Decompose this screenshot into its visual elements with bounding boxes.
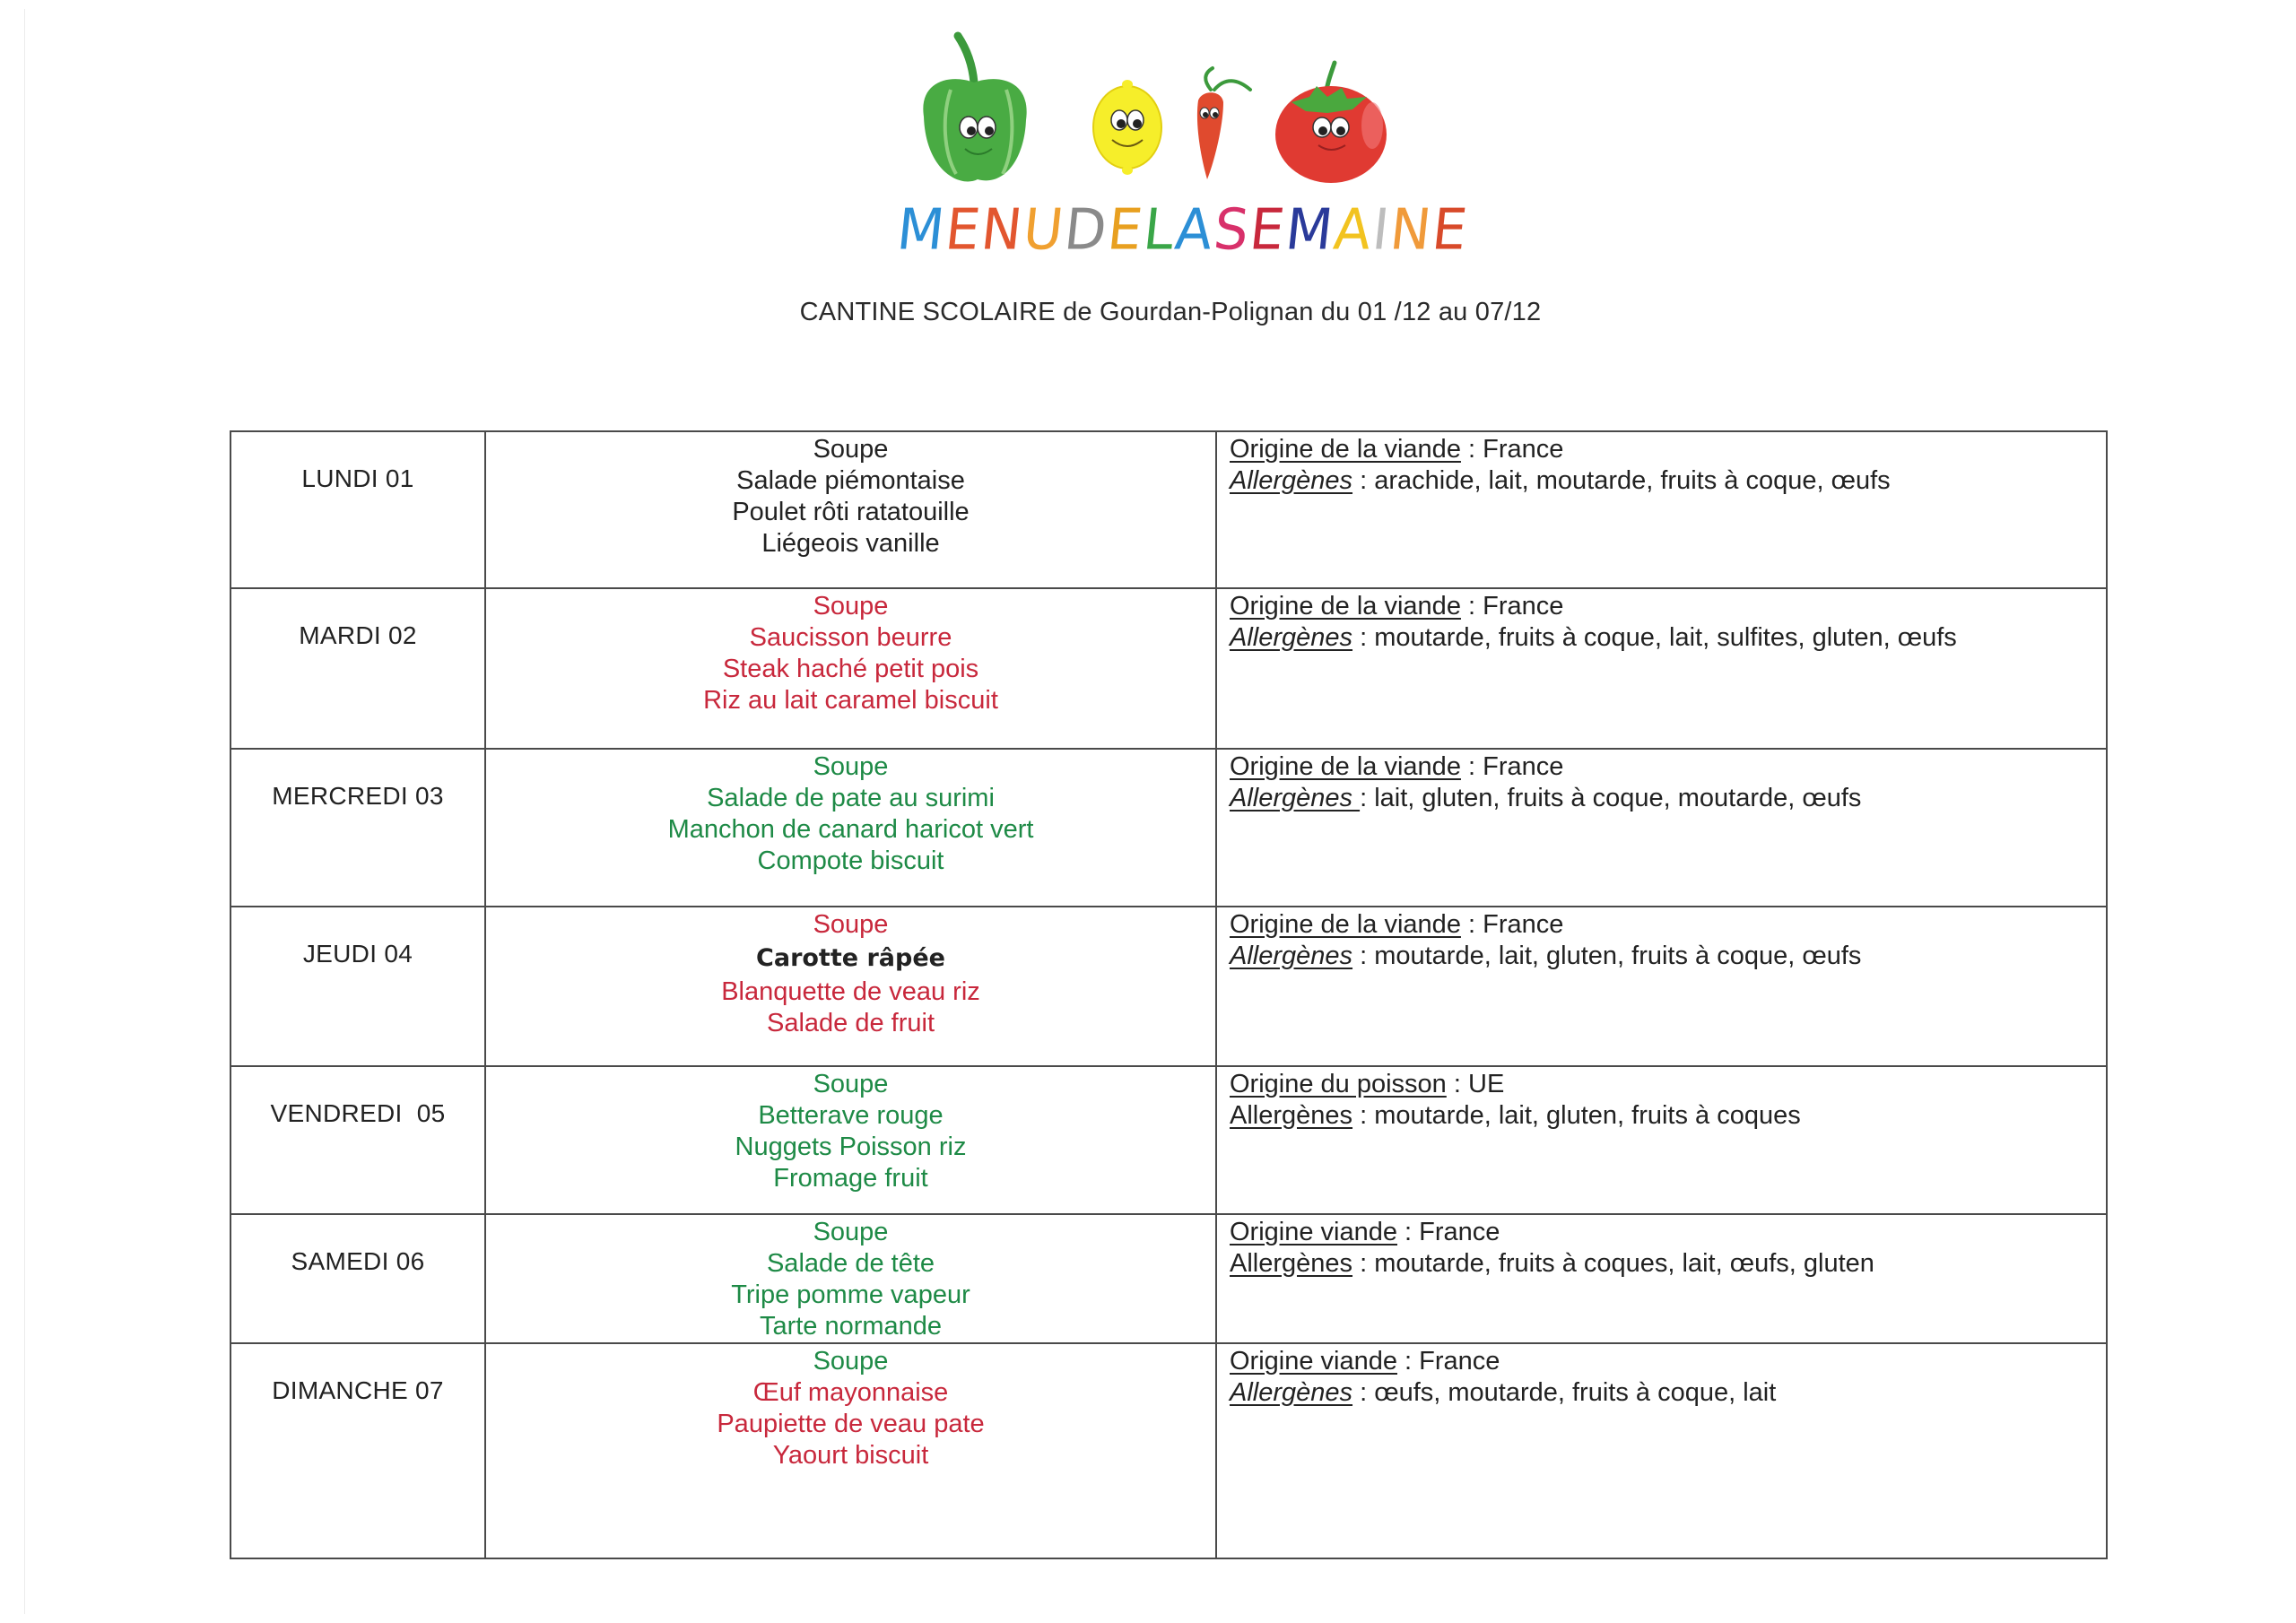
allergens-line (1230, 622, 2106, 654)
carrot-icon (1197, 68, 1250, 179)
allergens-value: : moutarde, fruits à coque, lait, sulfites, gluten, œufs (1352, 623, 1957, 652)
logo-letter: E (1104, 196, 1148, 264)
day-label: MARDI 02 (230, 588, 485, 749)
day-label: DIMANCHE 07 (230, 1343, 485, 1558)
origin-label: Origine du poisson (1230, 1070, 1447, 1098)
dish-item: Soupe (813, 910, 889, 939)
origin-label: Origine de la viande (1230, 752, 1461, 781)
allergens-value: : moutarde, fruits à coques, lait, œufs, gluten (1352, 1249, 1874, 1278)
origin-label: Origine de la viande (1230, 435, 1461, 464)
day-label: SAMEDI 06 (230, 1214, 485, 1343)
dishes-cell (485, 749, 1216, 907)
dish-item: Liégeois vanille (761, 529, 940, 558)
dish-item: Yaourt biscuit (772, 1441, 929, 1470)
origin-value: : France (1460, 752, 1564, 781)
scan-edge-line (24, 9, 25, 1614)
allergens-value: : moutarde, lait, gluten, fruits à coque, œufs (1352, 942, 1862, 970)
dish-item: Steak haché petit pois (722, 655, 979, 683)
menu-row (230, 907, 2107, 1066)
tomato-icon (1275, 63, 1387, 183)
dish-item: Soupe (813, 1218, 889, 1246)
origin-label: Origine viande (1230, 1347, 1397, 1376)
dish-item: Soupe (813, 1347, 889, 1376)
allergens-line (1230, 465, 2106, 497)
logo-letter: E (1429, 196, 1473, 264)
dish-item: Betterave rouge (758, 1101, 944, 1130)
logo-letter: D (1061, 196, 1112, 264)
dish-item: Paupiette de veau pate (717, 1410, 985, 1438)
dish-item: Soupe (813, 1070, 889, 1098)
day-label: VENDREDI 05 (230, 1066, 485, 1214)
origin-allergens-cell (1216, 588, 2107, 749)
logo-letter: A (1171, 196, 1218, 264)
menu-row (230, 431, 2107, 588)
menu-row (230, 1214, 2107, 1343)
allergens-value: : moutarde, lait, gluten, fruits à coques (1352, 1101, 1801, 1130)
origin-value: : France (1397, 1218, 1500, 1246)
allergens-value: : lait, gluten, fruits à coque, moutarde, œufs (1360, 784, 1862, 812)
allergens-line (1230, 941, 2106, 972)
dish-item: Poulet rôti ratatouille (732, 498, 970, 526)
dishes-cell (485, 588, 1216, 749)
allergens-label: Allergènes (1230, 784, 1361, 812)
dishes-cell (485, 1066, 1216, 1214)
dish-item: Œuf mayonnaise (752, 1378, 949, 1407)
origin-allergens-cell (1216, 1343, 2107, 1558)
lemon-icon (1093, 80, 1161, 175)
allergens-label: Allergènes (1230, 466, 1353, 495)
allergens-line (1230, 1100, 2106, 1132)
origin-value: : France (1460, 910, 1564, 939)
menu-logo (893, 27, 1473, 264)
origin-allergens-cell (1216, 749, 2107, 907)
origin-value: : France (1397, 1347, 1500, 1376)
logo-letter: U (1020, 196, 1069, 264)
allergens-label: Allergènes (1230, 1378, 1353, 1407)
dish-item: Soupe (813, 435, 889, 464)
logo-letter: E (1247, 196, 1290, 264)
origin-allergens-cell (1216, 907, 2107, 1066)
logo-letter: E (942, 196, 986, 264)
menu-row (230, 1343, 2107, 1558)
origin-line (1230, 1069, 2106, 1100)
dish-item: Riz au lait caramel biscuit (703, 686, 998, 715)
allergens-label: Allergènes (1230, 942, 1353, 970)
dish-item: Manchon de canard haricot vert (667, 815, 1034, 844)
origin-line (1230, 434, 2106, 465)
menu-row (230, 588, 2107, 749)
dish-item: Salade de fruit (766, 1009, 935, 1037)
dishes-cell (485, 431, 1216, 588)
dish-item: Blanquette de veau riz (721, 977, 980, 1006)
green-pepper-icon (923, 36, 1026, 181)
logo-letter: N (978, 196, 1028, 264)
origin-line (1230, 909, 2106, 941)
logo-letter: N (1387, 196, 1437, 264)
origin-allergens-cell (1216, 431, 2107, 588)
origin-line (1230, 1217, 2106, 1248)
origin-line (1230, 751, 2106, 783)
logo-letter: I (1369, 196, 1395, 264)
logo-title-menu-de-la-semaine (893, 183, 1473, 264)
allergens-label: Allergènes (1230, 1101, 1353, 1130)
origin-label: Origine de la viande (1230, 592, 1461, 621)
origin-label: Origine de la viande (1230, 910, 1461, 939)
origin-value: : France (1460, 435, 1564, 464)
menu-row (230, 1066, 2107, 1214)
logo-letter: S (1210, 196, 1254, 264)
dish-item: Soupe (813, 592, 889, 621)
origin-line (1230, 591, 2106, 622)
logo-letter: M (1282, 196, 1338, 264)
logo-letter: A (1330, 196, 1377, 264)
dish-item: Carotte râpée (756, 944, 945, 972)
day-label: JEUDI 04 (230, 907, 485, 1066)
origin-value: : UE (1446, 1070, 1505, 1098)
dishes-cell (485, 907, 1216, 1066)
document-title: CANTINE SCOLAIRE de Gourdan-Polignan du 01 /12 au 07/12 (799, 298, 1542, 326)
dish-item: Tarte normande (759, 1312, 943, 1341)
dishes-cell (485, 1214, 1216, 1343)
dish-item: Compote biscuit (757, 846, 944, 875)
weekly-menu-table (230, 430, 2108, 1559)
allergens-label: Allergènes (1230, 623, 1353, 652)
dishes-cell (485, 1343, 1216, 1558)
allergens-line (1230, 1248, 2106, 1280)
allergens-line (1230, 1377, 2106, 1409)
origin-label: Origine viande (1230, 1218, 1397, 1246)
dish-item: Fromage fruit (773, 1164, 928, 1193)
origin-line (1230, 1346, 2106, 1377)
origin-allergens-cell (1216, 1066, 2107, 1214)
dish-item: Salade piémontaise (736, 466, 965, 495)
allergens-label: Allergènes (1230, 1249, 1353, 1278)
dish-item: Tripe pomme vapeur (731, 1280, 970, 1309)
dish-item: Salade de pate au surimi (707, 784, 995, 812)
origin-value: : France (1460, 592, 1564, 621)
dish-item: Saucisson beurre (749, 623, 952, 652)
dish-item: Soupe (813, 752, 889, 781)
logo-letter: M (893, 196, 950, 264)
day-label: MERCREDI 03 (230, 749, 485, 907)
logo-letter: L (1140, 196, 1179, 264)
menu-row (230, 749, 2107, 907)
origin-allergens-cell (1216, 1214, 2107, 1343)
dish-item: Salade de tête (766, 1249, 935, 1278)
dish-item: Nuggets Poisson riz (735, 1133, 967, 1161)
allergens-value: : œufs, moutarde, fruits à coque, lait (1352, 1378, 1777, 1407)
day-label: LUNDI 01 (230, 431, 485, 588)
allergens-value: : arachide, lait, moutarde, fruits à coque, œufs (1352, 466, 1891, 495)
allergens-line (1230, 783, 2106, 814)
